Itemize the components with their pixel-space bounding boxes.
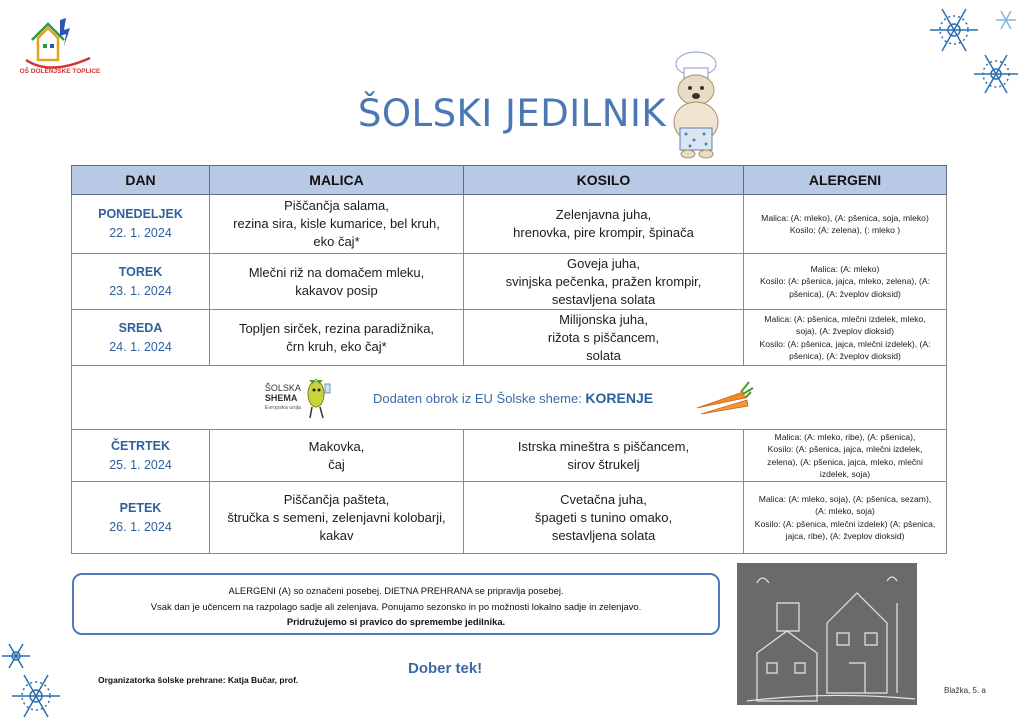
notes-box [72,573,720,635]
alergeni-line: Kosilo: (A: pšenica, mlečni izdelek) (A: pšenica, [754,518,936,529]
day-name: PONEDELJEK [98,207,183,221]
scheme-logo-line: ŠOLSKA [264,382,301,393]
alergeni-line: Kosilo: (A: pšenica, jajca, mleko, zelena), (A: [759,276,931,287]
alergeni-line: pšenica), (A: žveplov dioksid) [789,351,901,361]
alergeni-cell [744,254,947,310]
page-title: ŠOLSKI JEDILNIK [357,92,667,135]
malica-line: rezina sira, kisle kumarice, bel kruh, [233,216,440,231]
notes-line-allergens: ALERGENI (A) so označeni posebej. DIETNA PREHRANA se pripravlja posebej. [228,585,564,596]
menu-table [71,165,947,554]
scheme-logo-line: Evropska unija [264,404,301,411]
day-date: 23. 1. 2024 [109,283,172,298]
day-cell [72,430,210,482]
alergeni-cell [744,310,947,366]
alergeni-line: Malica: (A: mleko, soja), (A: pšenica, sezam), [758,493,932,504]
alergeni-line: Malica: (A: mleko), (A: pšenica, soja, mleko) [761,212,929,223]
drawing-houses-icon [737,563,917,705]
alergeni-cell [744,195,947,254]
alergeni-cell [744,430,947,482]
scheme-text [373,390,653,406]
header-alergeni: ALERGENI [744,166,947,195]
alergeni-line: izdelek, soja) [819,469,871,479]
alergeni-line: Kosilo: (A: pšenica, jajca, mlečni izdelek), (A: [759,338,931,349]
notes-line-rights: Pridružujemo si pravico do spremembe jedilnika. [286,616,506,627]
kosilo-line: rižota s piščancem, [547,329,660,345]
malica-cell [210,195,464,254]
day-date: 26. 1. 2024 [109,519,172,534]
day-cell [72,482,210,554]
header-kosilo: KOSILO [464,166,744,195]
kosilo-line: sestavljena solata [551,291,656,307]
kosilo-line: Milijonska juha, [559,311,648,327]
kosilo-line: špageti s tunino omako, [534,509,673,525]
kosilo-line: Istrska mineštra s piščancem, [517,438,690,454]
malica-line: čaj [328,456,345,472]
malica-line: štručka s semeni, zelenjavni kolobarji, [227,509,446,525]
kosilo-line: solata [586,347,621,363]
malica-line: Topljen sirček, rezina paradižnika, [238,320,435,336]
table-row-monday [72,195,947,254]
alergeni-line: Malica: (A: mleko) [810,263,880,274]
child-drawing-image [737,563,917,705]
table-header-row [72,166,947,195]
organizer-text: Organizatorka šolske prehrane: Katja Bučar, prof. [98,675,299,685]
kosilo-cell [464,430,744,482]
scheme-logo-line: SHEMA [264,392,298,403]
day-name: PETEK [119,500,162,515]
table-row-wednesday [72,310,947,366]
header-dan: DAN [72,166,210,195]
malica-cell [210,430,464,482]
scheme-text-label: Dodaten obrok iz EU Šolske sheme: [372,390,582,406]
table-row-tuesday [72,254,947,310]
school-scheme-logo [265,376,333,420]
alergeni-line: Malica: (A: pšenica, mlečni izdelek, mleko, [764,313,926,324]
school-logo [19,16,101,80]
alergeni-line: zelena), (A: pšenica, jajca, mleko, mlečni [767,456,923,467]
table-row-thursday [72,430,947,482]
kosilo-cell [464,254,744,310]
drawing-caption: Blažka, 5. a [944,686,986,695]
kosilo-line: sestavljena solata [551,527,656,543]
malica-cell [210,482,464,554]
malica-cell [210,310,464,366]
malica-cell [210,254,464,310]
malica-line: Piščančja pašteta, [283,491,390,507]
kosilo-line: svinjska pečenka, pražen krompir, [505,273,702,289]
alergeni-line: (A: mleko, soja) [815,506,875,516]
alergeni-cell [744,482,947,554]
scheme-row [72,366,947,430]
school-logo-text: OŠ DOLENJSKE TOPLICE [19,68,101,75]
day-name: TOREK [118,264,163,279]
day-cell [72,310,210,366]
malica-line: črn kruh, eko čaj* [286,338,387,354]
alergeni-line: Malica: (A: mleko, ribe), (A: pšenica), [774,431,916,442]
alergeni-line: Kosilo: (A: pšenica, jajca, mlečni izdelek, [767,444,923,454]
malica-line: kakavov posip [295,282,378,298]
scheme-mascot-icon [303,376,333,420]
day-date: 22. 1. 2024 [109,226,172,240]
kosilo-line: Zelenjavna juha, [555,207,652,222]
kosilo-line: Cvetačna juha, [560,491,647,507]
carrot-icon [693,378,753,418]
kosilo-line: Goveja juha, [567,255,640,271]
day-cell [72,254,210,310]
malica-line: Piščančja salama, [284,198,389,213]
snowflake-decoration-top [924,0,1024,104]
alergeni-line: soja), (A: žveplov dioksid) [796,326,894,336]
day-date: 25. 1. 2024 [109,457,172,472]
alergeni-line: jajca, ribe), (A: žveplov dioksid) [785,531,905,541]
day-name: SREDA [118,320,163,335]
kosilo-cell [464,195,744,254]
malica-line: Mlečni riž na domačem mleku, [248,264,425,280]
alergeni-line: Kosilo: (A: zelena), (: mleko ) [789,225,901,235]
scheme-cell [72,366,947,430]
day-date: 24. 1. 2024 [109,339,172,354]
kosilo-line: sirov štrukelj [567,456,640,472]
table-row-friday [72,482,947,554]
header-malica: MALICA [210,166,464,195]
scheme-item: KORENJE [585,389,654,406]
snowflake-decoration-bottom [0,640,70,724]
dober-tek-text: Dober tek! [408,660,483,677]
kosilo-cell [464,310,744,366]
notes-line-fruit: Vsak dan je učencem na razpolago sadje ali zelenjava. Ponujamo sezonsko in po možnosti lokalno sadje in zelenjavo. [150,600,642,612]
malica-line: kakav [319,527,354,543]
day-name: ČETRTEK [110,438,171,453]
day-cell [72,195,210,254]
kosilo-line: hrenovka, pire krompir, špinača [513,225,694,240]
kosilo-cell [464,482,744,554]
malica-line: eko čaj* [313,234,360,249]
malica-line: Makovka, [308,438,365,454]
alergeni-line: pšenica), (A: žveplov dioksid) [789,288,901,299]
